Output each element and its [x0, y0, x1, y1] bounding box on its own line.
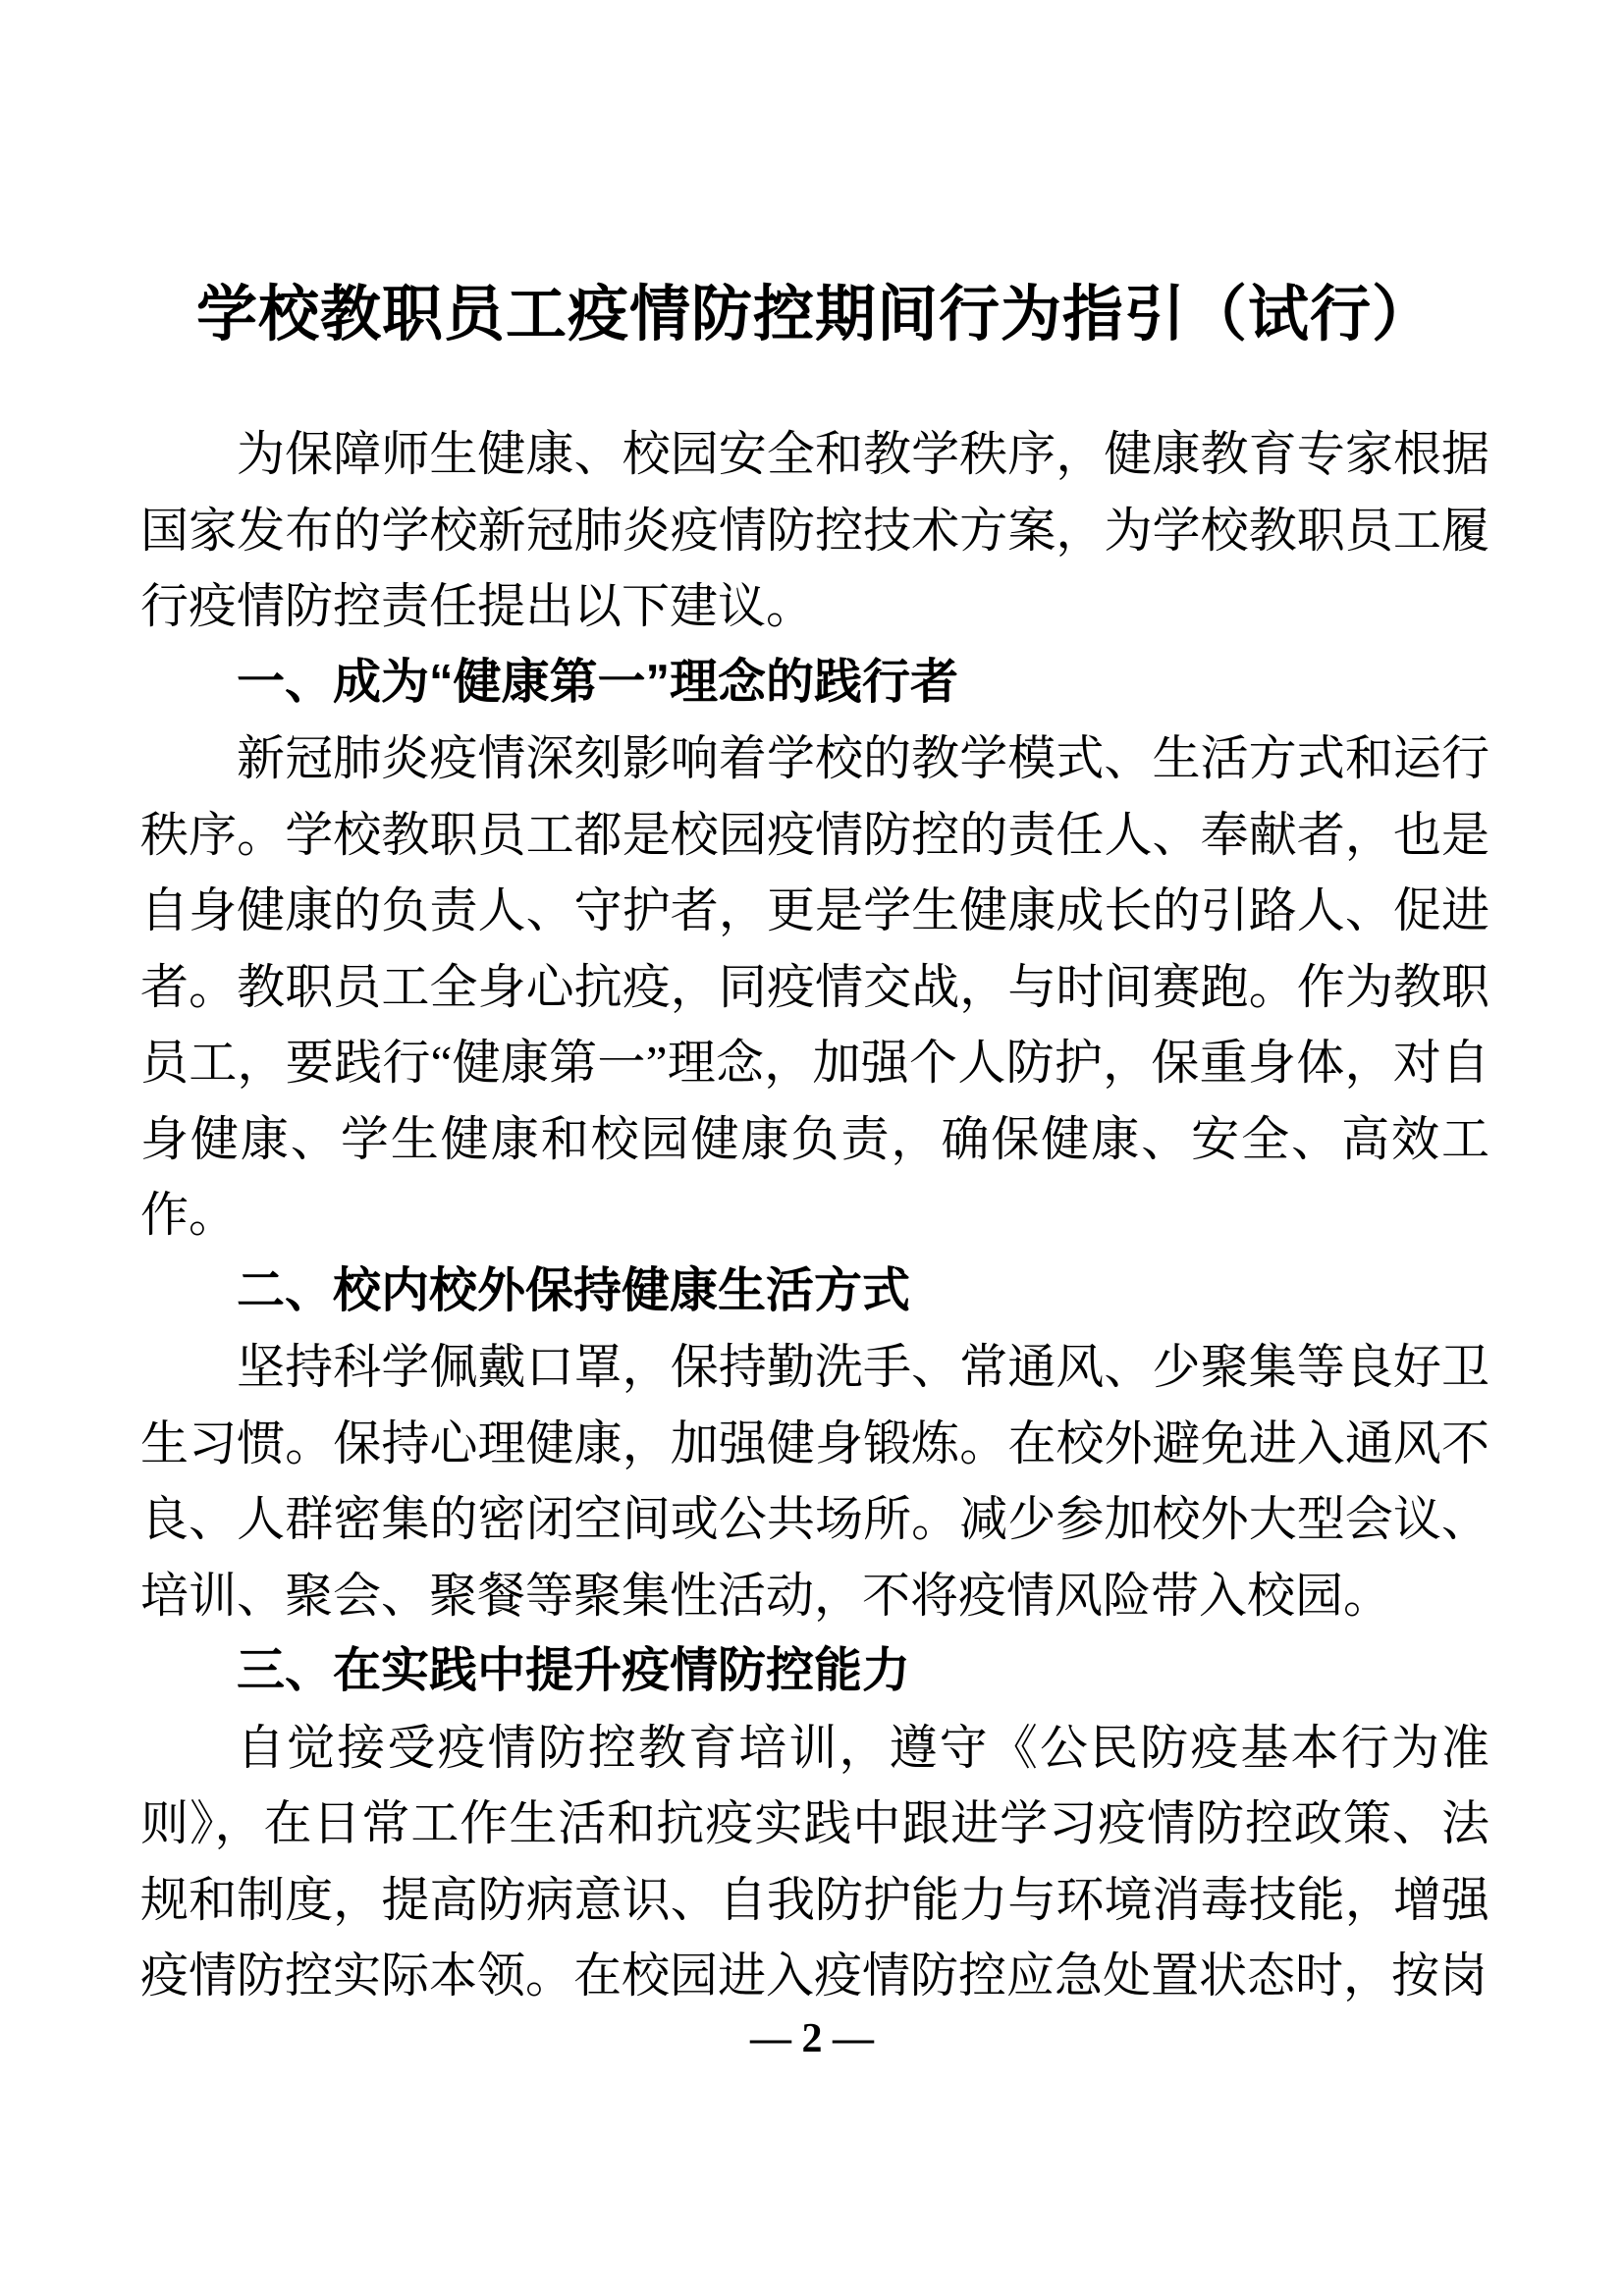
section-2-heading: 二、校内校外保持健康生活方式	[237, 1263, 911, 1317]
section-3-paragraph: 自觉接受疫情防控教育培训，遵守《公民防疫基本行为准则》，在日常工作生活和抗疫实践中跟进学习疫情防控政策、法规和制度，提高防病意识、自我防护能力与环境消毒技能，增强疫情防控实际本领。在校园进入疫情防控应急处置状态时，按岗	[140, 1720, 1489, 2002]
section-1-heading: 一、成为“健康第一”理念的践行者	[237, 655, 959, 709]
section-3-heading: 三、在实践中提升疫情防控能力	[237, 1644, 911, 1697]
section-2-paragraph: 坚持科学佩戴口罩，保持勤洗手、常通风、少聚集等良好卫生习惯。保持心理健康，加强健身锻炼。在校外避免进入通风不良、人群密集的密闭空间或公共场所。减少参加校外大型会议、培训、聚会、聚餐等聚集性活动，不将疫情风险带入校园。	[140, 1340, 1489, 1623]
page-number: — 2 —	[750, 2016, 874, 2061]
page-title: 学校教职员工疫情防控期间行为指引（试行）	[195, 281, 1434, 348]
section-1-paragraph: 新冠肺炎疫情深刻影响着学校的教学模式、生活方式和运行秩序。学校教职员工都是校园疫情防控的责任人、奉献者，也是自身健康的负责人、守护者，更是学生健康成长的引路人、促进者。教职员工全身心抗疫，同疫情交战，与时间赛跑。作为教职员工，要践行“健康第一”理念，加强个人防护，保重身体，对自身健康、学生健康和校园健康负责，确保健康、安全、高效工作。	[140, 731, 1489, 1242]
intro-paragraph: 为保障师生健康、校园安全和教学秩序，健康教育专家根据国家发布的学校新冠肺炎疫情防控技术方案，为学校教职员工履行疫情防控责任提出以下建议。	[140, 427, 1489, 633]
document-body	[140, 416, 1489, 2014]
